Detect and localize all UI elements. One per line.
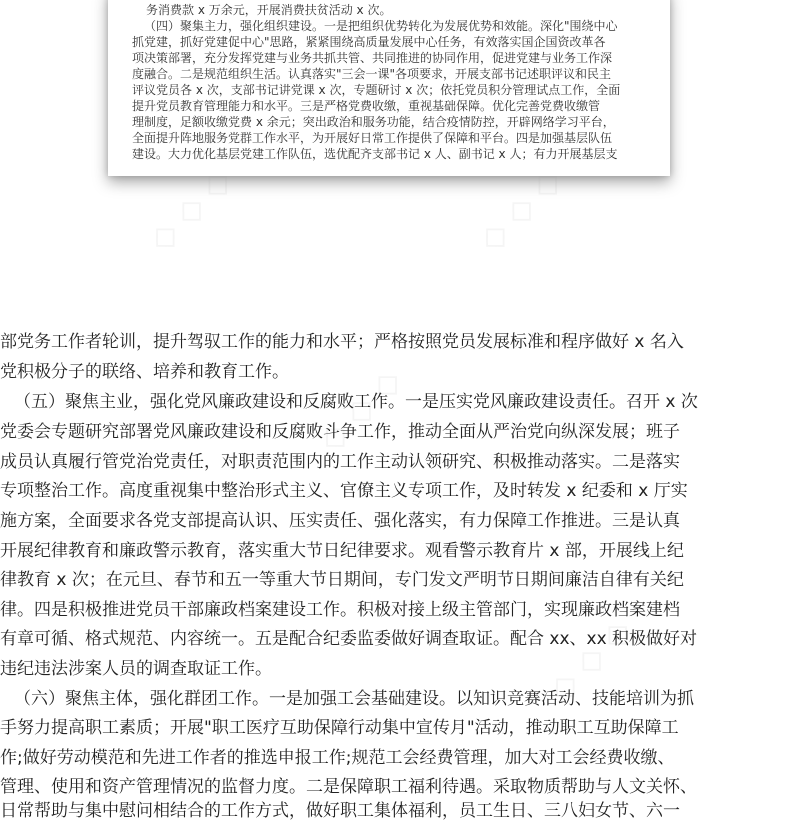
body-line-6: 专项整治工作。高度重视集中整治形式主义、官僚主义专项工作，及时转发 x 纪委和 x 厅实 bbox=[0, 481, 688, 501]
preview-line-8: 理制度，足额收缴党费 x 余元；突出政治和服务功能，结合疫情防控，开辟网络学习平台， bbox=[132, 115, 615, 129]
watermark-decoration: ◇ ◇ ◇ bbox=[140, 160, 240, 260]
watermark-decoration: ◇ ◇ ◇ bbox=[470, 160, 570, 260]
body-line-11: 有章可循、格式规范、内容统一。五是配合纪委监委做好调查取证。配合 xx、xx 积极做好对 bbox=[0, 629, 698, 649]
preview-line-5: 度融合。二是规范组织生活。认真落实"三会一课"各项要求，开展支部书记述职评议和民主 bbox=[132, 67, 612, 81]
body-line-14: 手努力提高职工素质；开展"职工医疗互助保障行动集中宣传月"活动，推动职工互助保障工 bbox=[0, 718, 679, 738]
body-line-8: 开展纪律教育和廉政警示教育，落实重大节日纪律要求。观看警示教育片 x 部，开展线上纪 bbox=[0, 541, 684, 561]
preview-line-4: 项决策部署，充分发挥党建与业务共抓共管、共同推进的协同作用，促进党建与业务工作深 bbox=[132, 51, 613, 65]
body-line-7: 施方案，全面要求各党支部提高认识、压实责任、强化落实，有力保障工作推进。三是认真 bbox=[0, 511, 680, 531]
body-line-13: （六）聚焦主体，强化群团工作。一是加强工会基础建设。以知识竞赛活动、技能培训为抓 bbox=[14, 689, 694, 709]
body-line-17: 日常帮助与集中慰问相结合的工作方式，做好职工集体福利，员工生日、三八妇女节、六一 bbox=[0, 801, 680, 821]
preview-line-2: （四）聚集主力，强化组织建设。一是把组织优势转化为发展优势和效能。深化"围绕中心 bbox=[144, 19, 618, 33]
preview-line-1: 务消费款 x 万余元，开展消费扶贫活动 x 次。 bbox=[146, 3, 392, 17]
body-line-4: 党委会专题研究部署党风廉政建设和反腐败斗争工作，推动全面从严治党向纵深发展；班子 bbox=[0, 422, 680, 442]
preview-line-9: 全面提升阵地服务党群工作水平，为开展好日常工作提供了保障和平台。四是加强基层队伍 bbox=[132, 131, 613, 145]
body-line-10: 律。四是积极推进党员干部廉政档案建设工作。积极对接上级主管部门，实现廉政档案建档 bbox=[0, 600, 680, 620]
watermark-decoration: ◇ ◇ ◇ bbox=[310, 360, 410, 460]
body-line-16: 管理、使用和资产管理情况的监督力度。二是保障职工福利待遇。采取物质帮助与人文关怀、 bbox=[0, 777, 697, 797]
body-line-1: 部党务工作者轮训，提升驾驭工作的能力和水平；严格按照党员发展标准和程序做好 x 名入 bbox=[0, 332, 684, 352]
body-line-3: （五）聚焦主业，强化党风廉政建设和反腐败工作。一是压实党风廉政建设责任。召开 x 次 bbox=[14, 392, 698, 412]
body-line-2: 党积极分子的联络、培养和教育工作。 bbox=[0, 362, 289, 382]
preview-card bbox=[120, 0, 660, 170]
body-line-5: 成员认真履行管党治党责任，对职责范围内的工作主动认领研究、积极推动落实。二是落实 bbox=[0, 452, 680, 472]
body-line-12: 违纪违法涉案人员的调查取证工作。 bbox=[0, 659, 272, 679]
body-line-9: 律教育 x 次；在元旦、春节和五一等重大节日期间，专门发文严明节日期间廉洁自律有关纪 bbox=[0, 570, 684, 590]
preview-line-10: 建设。大力优化基层党建工作队伍，选优配齐支部书记 x 人、副书记 x 人；有力开展基层支 bbox=[132, 147, 618, 161]
preview-line-3: 抓党建，抓好党建促中心"思路，紧紧围绕高质量发展中心任务，有效落实国企国资改革各 bbox=[132, 35, 606, 49]
preview-line-7: 提升党员教育管理能力和水平。三是严格党费收缴，重视基础保障。优化完善党费收缴管 bbox=[132, 99, 601, 113]
body-line-15: 作;做好劳动模范和先进工作者的推选申报工作;规范工会经费管理，加大对工会经费收缴、 bbox=[0, 748, 675, 768]
watermark-decoration: ◇ ◇ ◇ bbox=[540, 610, 640, 710]
preview-line-6: 评议党员各 x 次，支部书记讲党课 x 次，专题研讨 x 次；依托党员积分管理试点工作，全面 bbox=[132, 83, 621, 97]
